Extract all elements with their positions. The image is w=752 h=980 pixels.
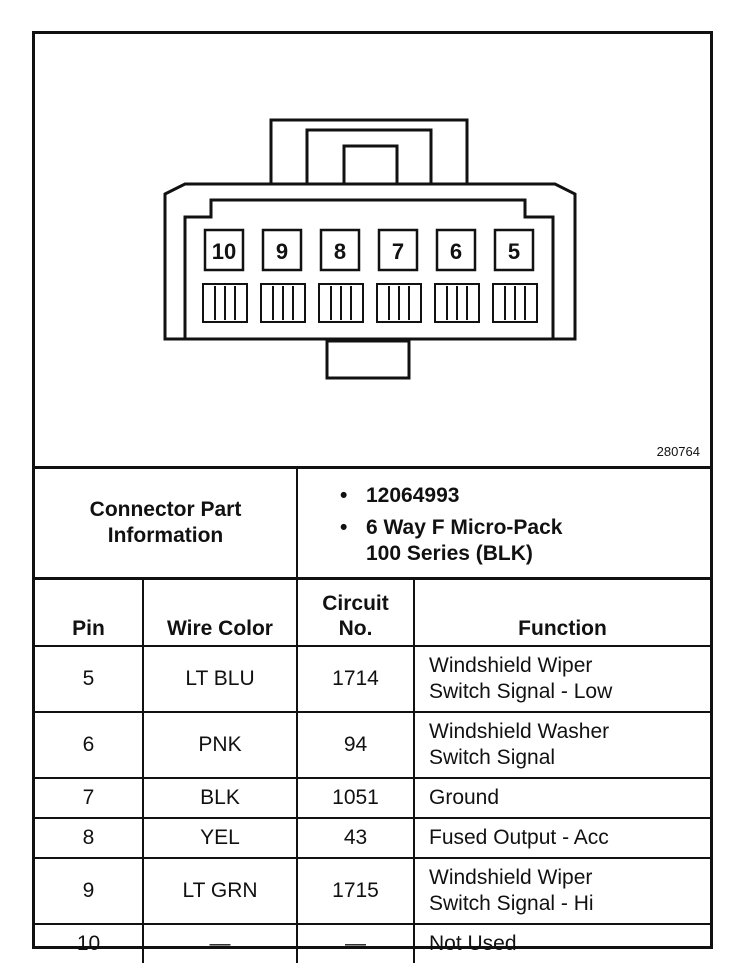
function-line: Switch Signal - Hi (429, 892, 594, 915)
pin-table (35, 577, 710, 963)
cell-circuit: 1714 (297, 646, 414, 712)
cavity-number: 10 (211, 239, 237, 264)
connector-type-line: 100 Series (BLK) (366, 542, 533, 565)
header-circuit-line: Circuit (322, 592, 389, 615)
cavity-number: 9 (275, 239, 289, 264)
function-line: Windshield Wiper (429, 866, 593, 889)
connector-face-drawing (35, 34, 710, 466)
connector-part-info (35, 469, 710, 580)
cell-circuit: 43 (297, 818, 414, 858)
cell-circuit: 1051 (297, 778, 414, 818)
table-row (35, 924, 710, 963)
part-info-label (35, 469, 298, 577)
cell-pin: 9 (35, 858, 143, 924)
connector-type-item (340, 515, 562, 567)
cell-wire-color: LT GRN (143, 858, 297, 924)
cell-wire-color: — (143, 924, 297, 963)
cavity-number: 8 (333, 239, 347, 264)
cell-pin: 5 (35, 646, 143, 712)
table-row (35, 858, 710, 924)
cell-function (414, 646, 710, 712)
function-line: Windshield Washer (429, 720, 610, 743)
part-info-label-line: Information (107, 524, 224, 547)
part-info-list (340, 483, 562, 573)
cavity-number: 5 (507, 239, 521, 264)
table-row (35, 646, 710, 712)
connector-sheet (32, 31, 713, 955)
part-number: • 12064993 (366, 484, 460, 507)
pin-table-header (35, 577, 710, 646)
table-row (35, 818, 710, 858)
cell-wire-color: YEL (143, 818, 297, 858)
function-line: Switch Signal - Low (429, 680, 613, 703)
header-circuit (297, 577, 414, 646)
connector-type-line: • 6 Way F Micro-Pack (366, 516, 563, 539)
cell-circuit: 94 (297, 712, 414, 778)
cell-function (414, 712, 710, 778)
bottom-tab (327, 341, 409, 378)
part-info-label-line: Connector Part (89, 498, 242, 521)
table-row (35, 778, 710, 818)
cell-wire-color: LT BLU (143, 646, 297, 712)
function-line: Windshield Wiper (429, 654, 593, 677)
header-wire-color: Wire Color (143, 577, 297, 646)
cell-function: Not Used (414, 924, 710, 963)
cavity-number: 6 (449, 239, 463, 264)
cell-wire-color: PNK (143, 712, 297, 778)
connector-diagram (35, 34, 710, 469)
cell-function: Ground (414, 778, 710, 818)
table-row (35, 712, 710, 778)
header-function: Function (414, 577, 710, 646)
header-pin: Pin (35, 577, 143, 646)
part-number-item (340, 483, 562, 509)
function-line: Switch Signal (429, 746, 556, 769)
cell-wire-color: BLK (143, 778, 297, 818)
figure-id: 280764 (656, 444, 700, 459)
cavity-number: 7 (391, 239, 405, 264)
cell-pin: 6 (35, 712, 143, 778)
cell-pin: 8 (35, 818, 143, 858)
cell-circuit: — (297, 924, 414, 963)
cell-circuit: 1715 (297, 858, 414, 924)
cell-function: Fused Output - Acc (414, 818, 710, 858)
header-circuit-line: No. (338, 617, 373, 640)
cell-pin: 7 (35, 778, 143, 818)
cell-function (414, 858, 710, 924)
cell-pin: 10 (35, 924, 143, 963)
